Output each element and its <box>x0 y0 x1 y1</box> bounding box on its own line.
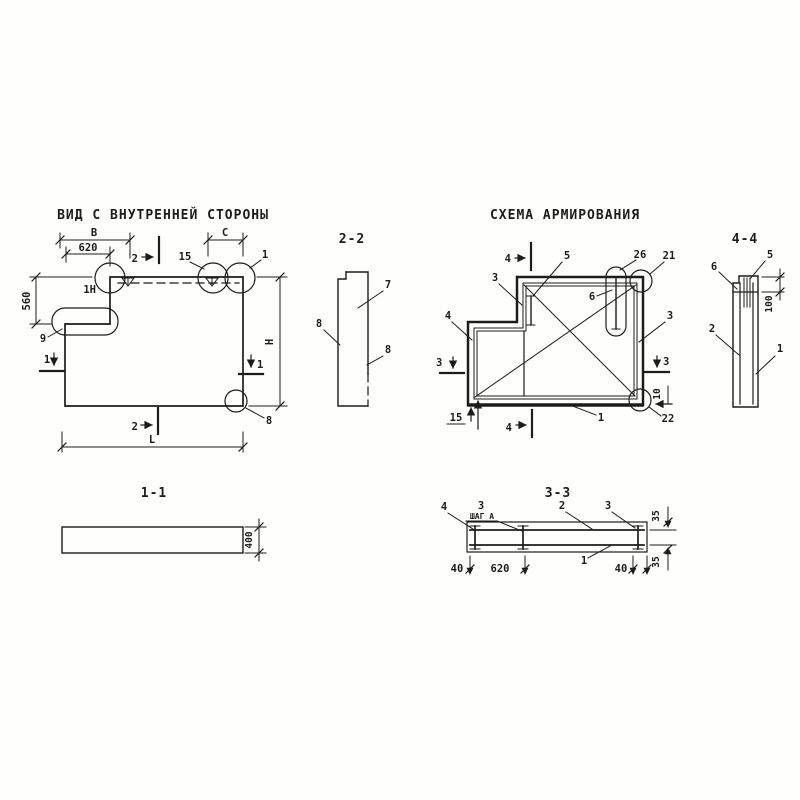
callout-leader <box>499 284 522 305</box>
callout-8-right-label: 8 <box>384 344 392 356</box>
dim-15-label: 15 <box>449 412 463 424</box>
callout-leader <box>597 290 612 296</box>
section-1-1-outline <box>62 527 243 553</box>
note-shag-a: ШАГ А <box>469 512 495 521</box>
dim-35-bottom-label: 35 <box>651 556 662 568</box>
callout-2-label: 2 <box>708 323 716 335</box>
callout-21-label: 21 <box>662 250 676 262</box>
dim-b-label: В <box>90 227 98 239</box>
dim-h-label: Н <box>264 338 276 346</box>
section-mark-1-left-label: 1 <box>43 354 51 366</box>
callout-6-label: 6 <box>710 261 718 273</box>
callout-leader <box>620 260 636 270</box>
dim-10-label: 10 <box>652 388 663 400</box>
dim-560-label: 560 <box>21 291 33 311</box>
callout-leader <box>612 512 635 528</box>
section-3-3 <box>441 486 676 575</box>
section-3-3-outline <box>467 522 647 552</box>
callout-leader <box>650 262 664 274</box>
section-2-2-outline <box>338 272 368 406</box>
callout-5-label: 5 <box>563 250 571 262</box>
callout-oval-9 <box>52 308 118 335</box>
callout-7-label: 7 <box>384 279 392 291</box>
callout-3-top-label: 3 <box>491 272 499 284</box>
dim-40-right-label: 40 <box>614 563 628 575</box>
callout-leader <box>566 512 592 529</box>
diagonal-rebar <box>475 285 636 397</box>
callout-leader <box>367 356 383 365</box>
section-1-1-title: 1-1 <box>140 486 168 501</box>
section-mark-4-top-label: 4 <box>504 253 511 265</box>
callout-leader <box>358 291 383 308</box>
dim-100-label: 100 <box>764 295 775 313</box>
callout-3-right-label: 3 <box>666 310 674 322</box>
dim-400-label: 400 <box>244 531 255 549</box>
callout-22-label: 22 <box>661 413 675 425</box>
reinforcement-scheme <box>436 208 675 437</box>
callout-leader <box>716 335 739 355</box>
callout-4-label: 4 <box>444 310 452 322</box>
callout-1-label: 1 <box>776 343 784 355</box>
callout-1-label: 1 <box>580 555 588 567</box>
scheme-title: СХЕМА АРМИРОВАНИЯ <box>489 208 641 223</box>
section-1-1 <box>62 486 266 561</box>
panel-outline <box>65 277 243 406</box>
callout-leader <box>719 272 737 289</box>
section-mark-3-left-label: 3 <box>436 357 443 369</box>
dim-40-left-label: 40 <box>450 563 464 575</box>
callout-3-right-label: 3 <box>604 500 612 512</box>
callout-8-left-label: 8 <box>315 318 323 330</box>
callout-6-label: 6 <box>588 291 596 303</box>
callout-4-label: 4 <box>440 501 448 513</box>
section-4-4-outline <box>733 276 758 407</box>
section-mark-1-right-label: 1 <box>257 359 264 371</box>
dim-620-label: 620 <box>78 242 98 254</box>
section-2-2-outline <box>346 272 368 374</box>
callout-15-label: 15 <box>178 251 192 263</box>
callout-8-label: 8 <box>265 415 273 427</box>
callout-leader <box>756 356 775 374</box>
callout-circle-21 <box>630 270 652 292</box>
callout-5-label: 5 <box>766 249 774 261</box>
callout-1n-label: 1Н <box>83 284 96 296</box>
dim-620-label: 620 <box>490 563 510 575</box>
callout-leader <box>649 407 661 416</box>
diagonal-rebar <box>524 285 635 396</box>
callout-circle-22 <box>629 389 651 411</box>
callout-2-label: 2 <box>558 500 566 512</box>
section-4-4 <box>709 232 784 407</box>
left-view-title: ВИД С ВНУТРЕННЕЙ СТОРОНЫ <box>57 208 269 223</box>
section-2-2 <box>316 232 391 406</box>
section-3-3-title: 3-3 <box>544 486 572 501</box>
callout-leader <box>533 262 562 296</box>
callout-leader <box>190 262 204 269</box>
callout-3-left-label: 3 <box>477 500 485 512</box>
callout-1-label: 1 <box>597 412 605 424</box>
callout-leader <box>250 260 261 268</box>
section-mark-2-bottom-label: 2 <box>131 421 138 433</box>
section-4-4-title: 4-4 <box>731 232 759 247</box>
callout-leader <box>246 408 264 418</box>
callout-9-label: 9 <box>39 333 47 345</box>
section-2-2-title: 2-2 <box>338 232 366 247</box>
dim-c-label: С <box>221 227 229 239</box>
section-mark-2-top-label: 2 <box>131 253 138 265</box>
left-view <box>21 207 287 452</box>
callout-26-label: 26 <box>633 249 647 261</box>
section-mark-3-right-label: 3 <box>663 356 670 368</box>
dim-35-top-label: 35 <box>651 510 662 522</box>
callout-1-label: 1 <box>261 249 269 261</box>
dim-l-label: L <box>148 434 156 446</box>
section-mark-4-bottom-label: 4 <box>505 422 512 434</box>
